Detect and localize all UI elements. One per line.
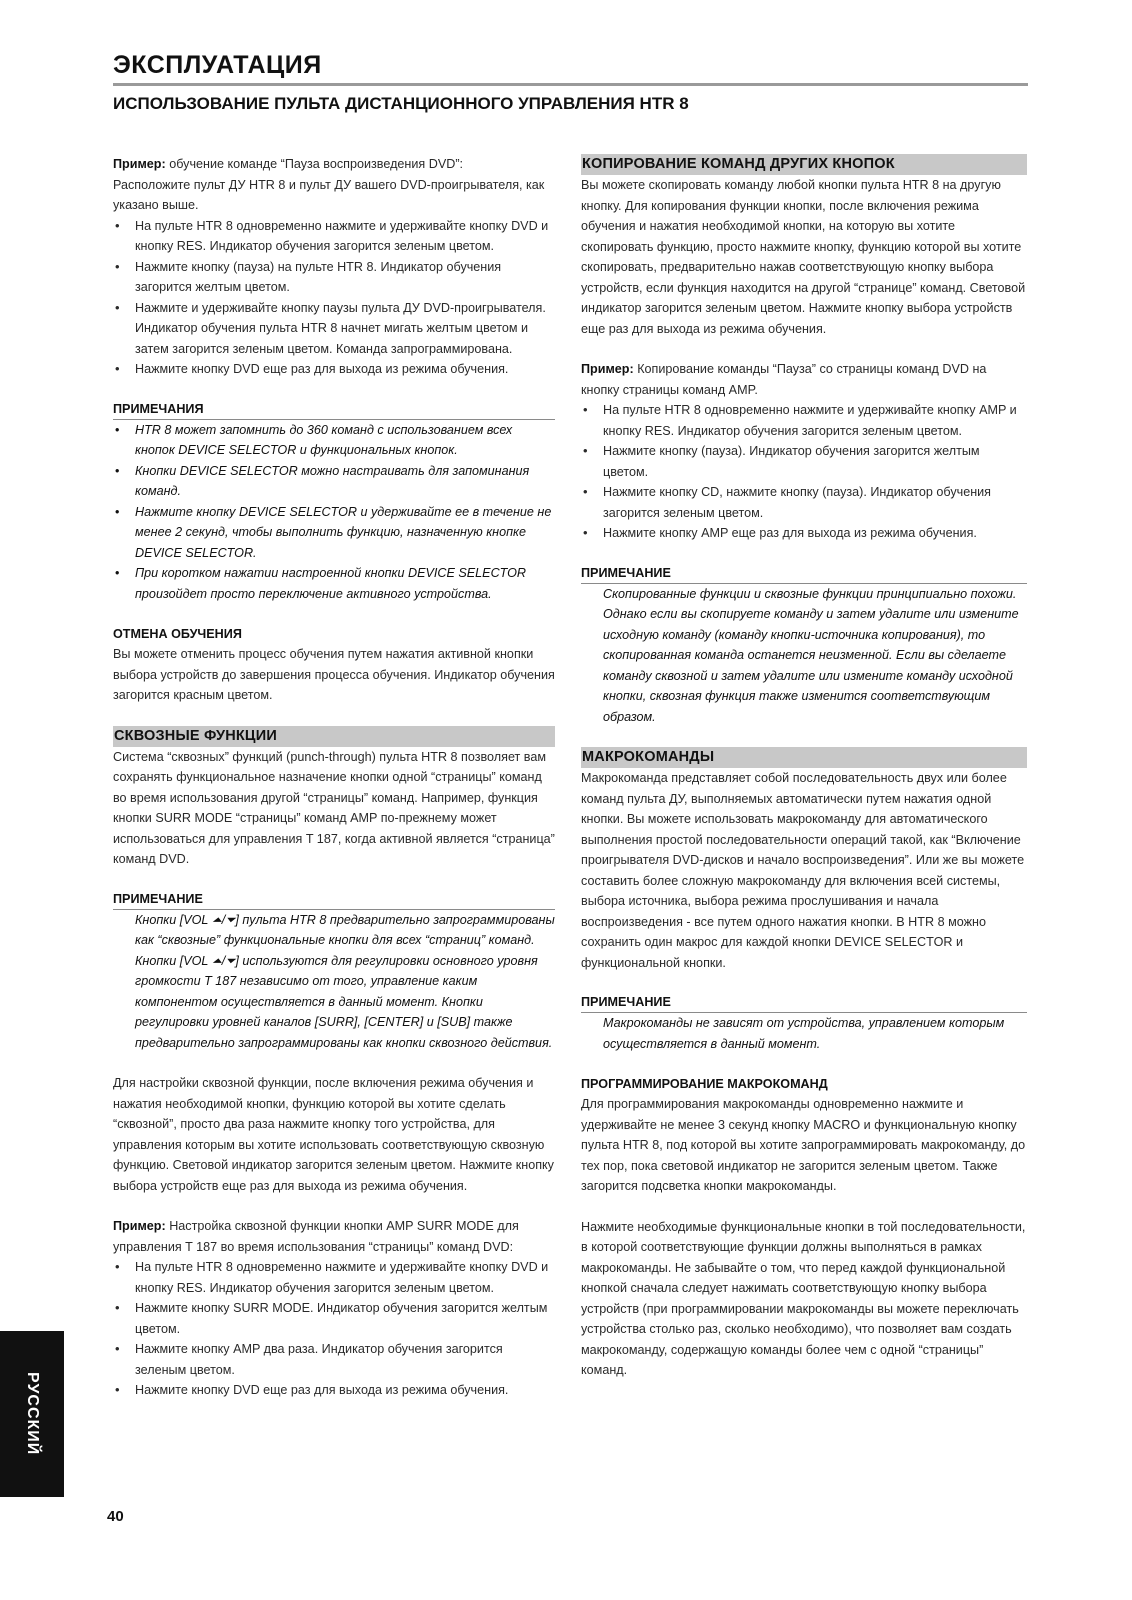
page-subtitle: ИСПОЛЬЗОВАНИЕ ПУЛЬТА ДИСТАНЦИОННОГО УПРАВЛЕНИЯ HTR 8 bbox=[113, 94, 689, 113]
note-item: • Кнопки DEVICE SELECTOR можно настраивать для запоминания команд. bbox=[113, 461, 555, 502]
macro-programming-text: Для программирования макрокоманды одновременно нажмите и удерживайте не менее 3 секунд кнопку MACRO и функциональную кнопку пульта HTR 8, под которой вы хотите запрограммировать макрокоманду, до тех пор, пока световой индикатор не загорится зеленым цветом. Также загорится подсветка кнопки макрокоманды. bbox=[581, 1097, 1026, 1193]
spacer bbox=[581, 1197, 1027, 1217]
left-column bbox=[113, 154, 555, 1401]
list-item: • На пульте HTR 8 одновременно нажмите и удерживайте кнопку DVD и кнопку RES. Индикатор обучения загорится зеленым цветом. bbox=[113, 1257, 555, 1298]
list-item: • Нажмите и удерживайте кнопку паузы пульта ДУ DVD-проигрывателя. Индикатор обучения пульта HTR 8 начнет мигать желтым цветом и затем загорится зеленым цветом. Команда запрограммирована. bbox=[113, 298, 555, 360]
cancel-training-label: ОТМЕНА ОБУЧЕНИЯ bbox=[113, 627, 242, 641]
note-text: Скопированные функции и сквозные функции принципиально похожи. Однако если вы скопируете команду и затем удалите или измените исходную команду (команду кнопки-источника копирования), то скопированная команда останется неизменной. Если вы сделаете команду сквозной и затем удалите или измените команду исходной кнопки, сквозная функция также изменится соответствующим образом. bbox=[603, 586, 1019, 724]
list-item: • Нажмите кнопку SURR MODE. Индикатор обучения загорится желтым цветом. bbox=[113, 1298, 555, 1339]
notes-label: ПРИМЕЧАНИЯ bbox=[113, 400, 555, 420]
punch-through-text: Система “сквозных” функций (punch-through) пульта HTR 8 позволяет вам сохранять функциональное назначение кнопки одной “страницы” команд во время использования другой “страницы” команд. Например, функция кнопки SURR MODE “страницы” команд AMP по-прежнему может использоваться для управления T 187, когда активной является “страница” команд DVD. bbox=[113, 749, 555, 866]
example-text: обучение команде “Пауза воспроизведения DVD”: bbox=[165, 157, 464, 171]
example-lead: Пример: bbox=[113, 1219, 166, 1233]
spacer bbox=[581, 339, 1027, 359]
example-lead: Пример: bbox=[113, 157, 166, 171]
example-text: Настройка сквозной функции кнопки AMP SURR MODE для управления T 187 во время использования “страницы” команд DVD: bbox=[113, 1219, 519, 1254]
spacer bbox=[581, 973, 1027, 993]
spacer bbox=[113, 1196, 555, 1216]
punch-setup-text: Для настройки сквозной функции, после включения режима обучения и нажатия необходимой кнопки, функцию которой вы хотите сделать “сквозной”, просто два раза нажмите кнопку того устройства, для управления которым вы хотите использовать соответствующую сквозную функцию. Световой индикатор загорится зеленым цветом. Нажмите кнопку выбора устройств еще раз для выхода из режима обучения. bbox=[113, 1076, 554, 1193]
list-item: • На пульте HTR 8 одновременно нажмите и удерживайте кнопку DVD и кнопку RES. Индикатор обучения загорится зеленым цветом. bbox=[113, 216, 555, 257]
list-item: • Нажмите кнопку CD, нажмите кнопку (пауза). Индикатор обучения загорится зеленым цветом. bbox=[581, 482, 1027, 523]
right-column bbox=[581, 154, 1027, 1381]
macros-text: Макрокоманда представляет собой последовательность двух или более команд пульта ДУ, выполняемых автоматически путем нажатия одной кнопки. Вы можете использовать макрокоманду для автоматического выполнения простой последовательности операций такой, как “Включение проигрывателя DVD-дисков и начало воспроизведения”. Или же вы можете составить более сложную макрокоманду для включения всей системы, выбора источника, выбора режима прослушивания и начала воспроизведения - все путем одного нажатия кнопки. В HTR 8 можно сохранить один макрос для каждой кнопки DEVICE SELECTOR и функциональной кнопки. bbox=[581, 771, 1025, 970]
cancel-training-text: Вы можете отменить процесс обучения путем нажатия активной кнопки выбора устройств до завершения процесса обучения. Индикатор обучения загорится красным цветом. bbox=[113, 647, 555, 702]
note-label: ПРИМЕЧАНИЕ bbox=[581, 564, 1027, 584]
spacer bbox=[113, 870, 555, 890]
note-text: Кнопки [VOL ⏶/⏷] пульта HTR 8 предварительно запрограммированы как “сквозные” функциональные кнопки для всех “страниц” команд. Кнопки [VOL ⏶/⏷] используются для регулировки основного уровня громкости T 187 независимо от того, управление каким компонентом осуществляется в данный момент. Кнопки регулировки уровней каналов [SURR], [CENTER] и [SUB] также предварительно запрограммированы как кнопки сквозного действия. bbox=[135, 912, 555, 1050]
example-intro: Расположите пульт ДУ HTR 8 и пульт ДУ вашего DVD-проигрывателя, как указано выше. bbox=[113, 177, 545, 212]
spacer bbox=[581, 544, 1027, 564]
list-item: • Нажмите кнопку (пауза). Индикатор обучения загорится желтым цветом. bbox=[581, 441, 1027, 482]
punch-example-steps bbox=[113, 1257, 555, 1401]
spacer bbox=[581, 1054, 1027, 1074]
section-heading-macros: МАКРОКОМАНДЫ bbox=[581, 747, 1027, 768]
example-text: Копирование команды “Пауза” со страницы команд DVD на кнопку страницы команд AMP. bbox=[581, 362, 987, 397]
spacer bbox=[113, 1053, 555, 1073]
notes-list bbox=[113, 420, 555, 605]
spacer bbox=[113, 604, 555, 624]
list-item: • На пульте HTR 8 одновременно нажмите и удерживайте кнопку AMP и кнопку RES. Индикатор обучения загорится зеленым цветом. bbox=[581, 400, 1027, 441]
language-tab-label: РУССКИЙ bbox=[24, 1372, 41, 1456]
list-item: • Нажмите кнопку DVD еще раз для выхода из режима обучения. bbox=[113, 1380, 555, 1401]
example-paragraph bbox=[113, 154, 555, 175]
list-item: • Нажмите кнопку AMP два раза. Индикатор обучения загорится зеленым цветом. bbox=[113, 1339, 555, 1380]
section-heading-copy-commands: КОПИРОВАНИЕ КОМАНД ДРУГИХ КНОПОК bbox=[581, 154, 1027, 175]
spacer bbox=[113, 706, 555, 726]
page-title: ЭКСПЛУАТАЦИЯ bbox=[113, 48, 1028, 86]
spacer bbox=[581, 727, 1027, 747]
note-item: • HTR 8 может запомнить до 360 команд с использованием всех кнопок DEVICE SELECTOR и функциональных кнопок. bbox=[113, 420, 555, 461]
punch-example-paragraph bbox=[113, 1216, 555, 1257]
list-item: • Нажмите кнопку (пауза) на пульте HTR 8. Индикатор обучения загорится желтым цветом. bbox=[113, 257, 555, 298]
example-lead: Пример: bbox=[581, 362, 634, 376]
copy-example-paragraph bbox=[581, 359, 1027, 400]
copy-example-steps bbox=[581, 400, 1027, 544]
copy-commands-text: Вы можете скопировать команду любой кнопки пульта HTR 8 на другую кнопку. Для копирования функции кнопки, после включения режима обучения и нажатия необходимой кнопки, на которую вы хотите скопировать функцию, просто нажмите кнопку, функцию которой вы хотите скопировать, предварительно нажав соответствующую кнопку выбора устройств, если функция находится на другой “странице” команд. Световой индикатор загорится зеленым цветом. Нажмите кнопку выбора устройств еще раз для выхода из режима обучения. bbox=[581, 178, 1026, 336]
list-item: • Нажмите кнопку AMP еще раз для выхода из режима обучения. bbox=[581, 523, 1027, 544]
page-number: 40 bbox=[107, 1508, 124, 1525]
note-label: ПРИМЕЧАНИЕ bbox=[581, 993, 1027, 1013]
note-label: ПРИМЕЧАНИЕ bbox=[113, 890, 555, 910]
section-heading-punch-through: СКВОЗНЫЕ ФУНКЦИИ bbox=[113, 726, 555, 747]
macro-programming-text-2: Нажмите необходимые функциональные кнопки в той последовательности, в которой соответствующие функции должны выполняться в рамках макрокоманды. Не забывайте о том, что перед каждой функциональной кнопкой сначала следует нажимать соответствующую кнопку выбора устройств (при программировании макрокоманды вы можете переключать устройства столько раз, сколько необходимо), что позволяет вам создать макрокоманду, содержащую команды более чем с одной “страницы” команд. bbox=[581, 1219, 1026, 1377]
note-item: • При коротком нажатии настроенной кнопки DEVICE SELECTOR произойдет просто переключение активного устройства. bbox=[113, 563, 555, 604]
list-item: • Нажмите кнопку DVD еще раз для выхода из режима обучения. bbox=[113, 359, 555, 380]
example-steps bbox=[113, 216, 555, 380]
note-item: • Нажмите кнопку DEVICE SELECTOR и удерживайте ее в течение не менее 2 секунд, чтобы выполнить функцию, назначенную кнопке DEVICE SELECTOR. bbox=[113, 502, 555, 564]
spacer bbox=[113, 380, 555, 400]
macro-programming-label: ПРОГРАММИРОВАНИЕ МАКРОКОМАНД bbox=[581, 1077, 828, 1091]
language-tab bbox=[0, 1331, 64, 1497]
note-text: Макрокоманды не зависят от устройства, управлением которым осуществляется в данный момент. bbox=[603, 1016, 1005, 1051]
